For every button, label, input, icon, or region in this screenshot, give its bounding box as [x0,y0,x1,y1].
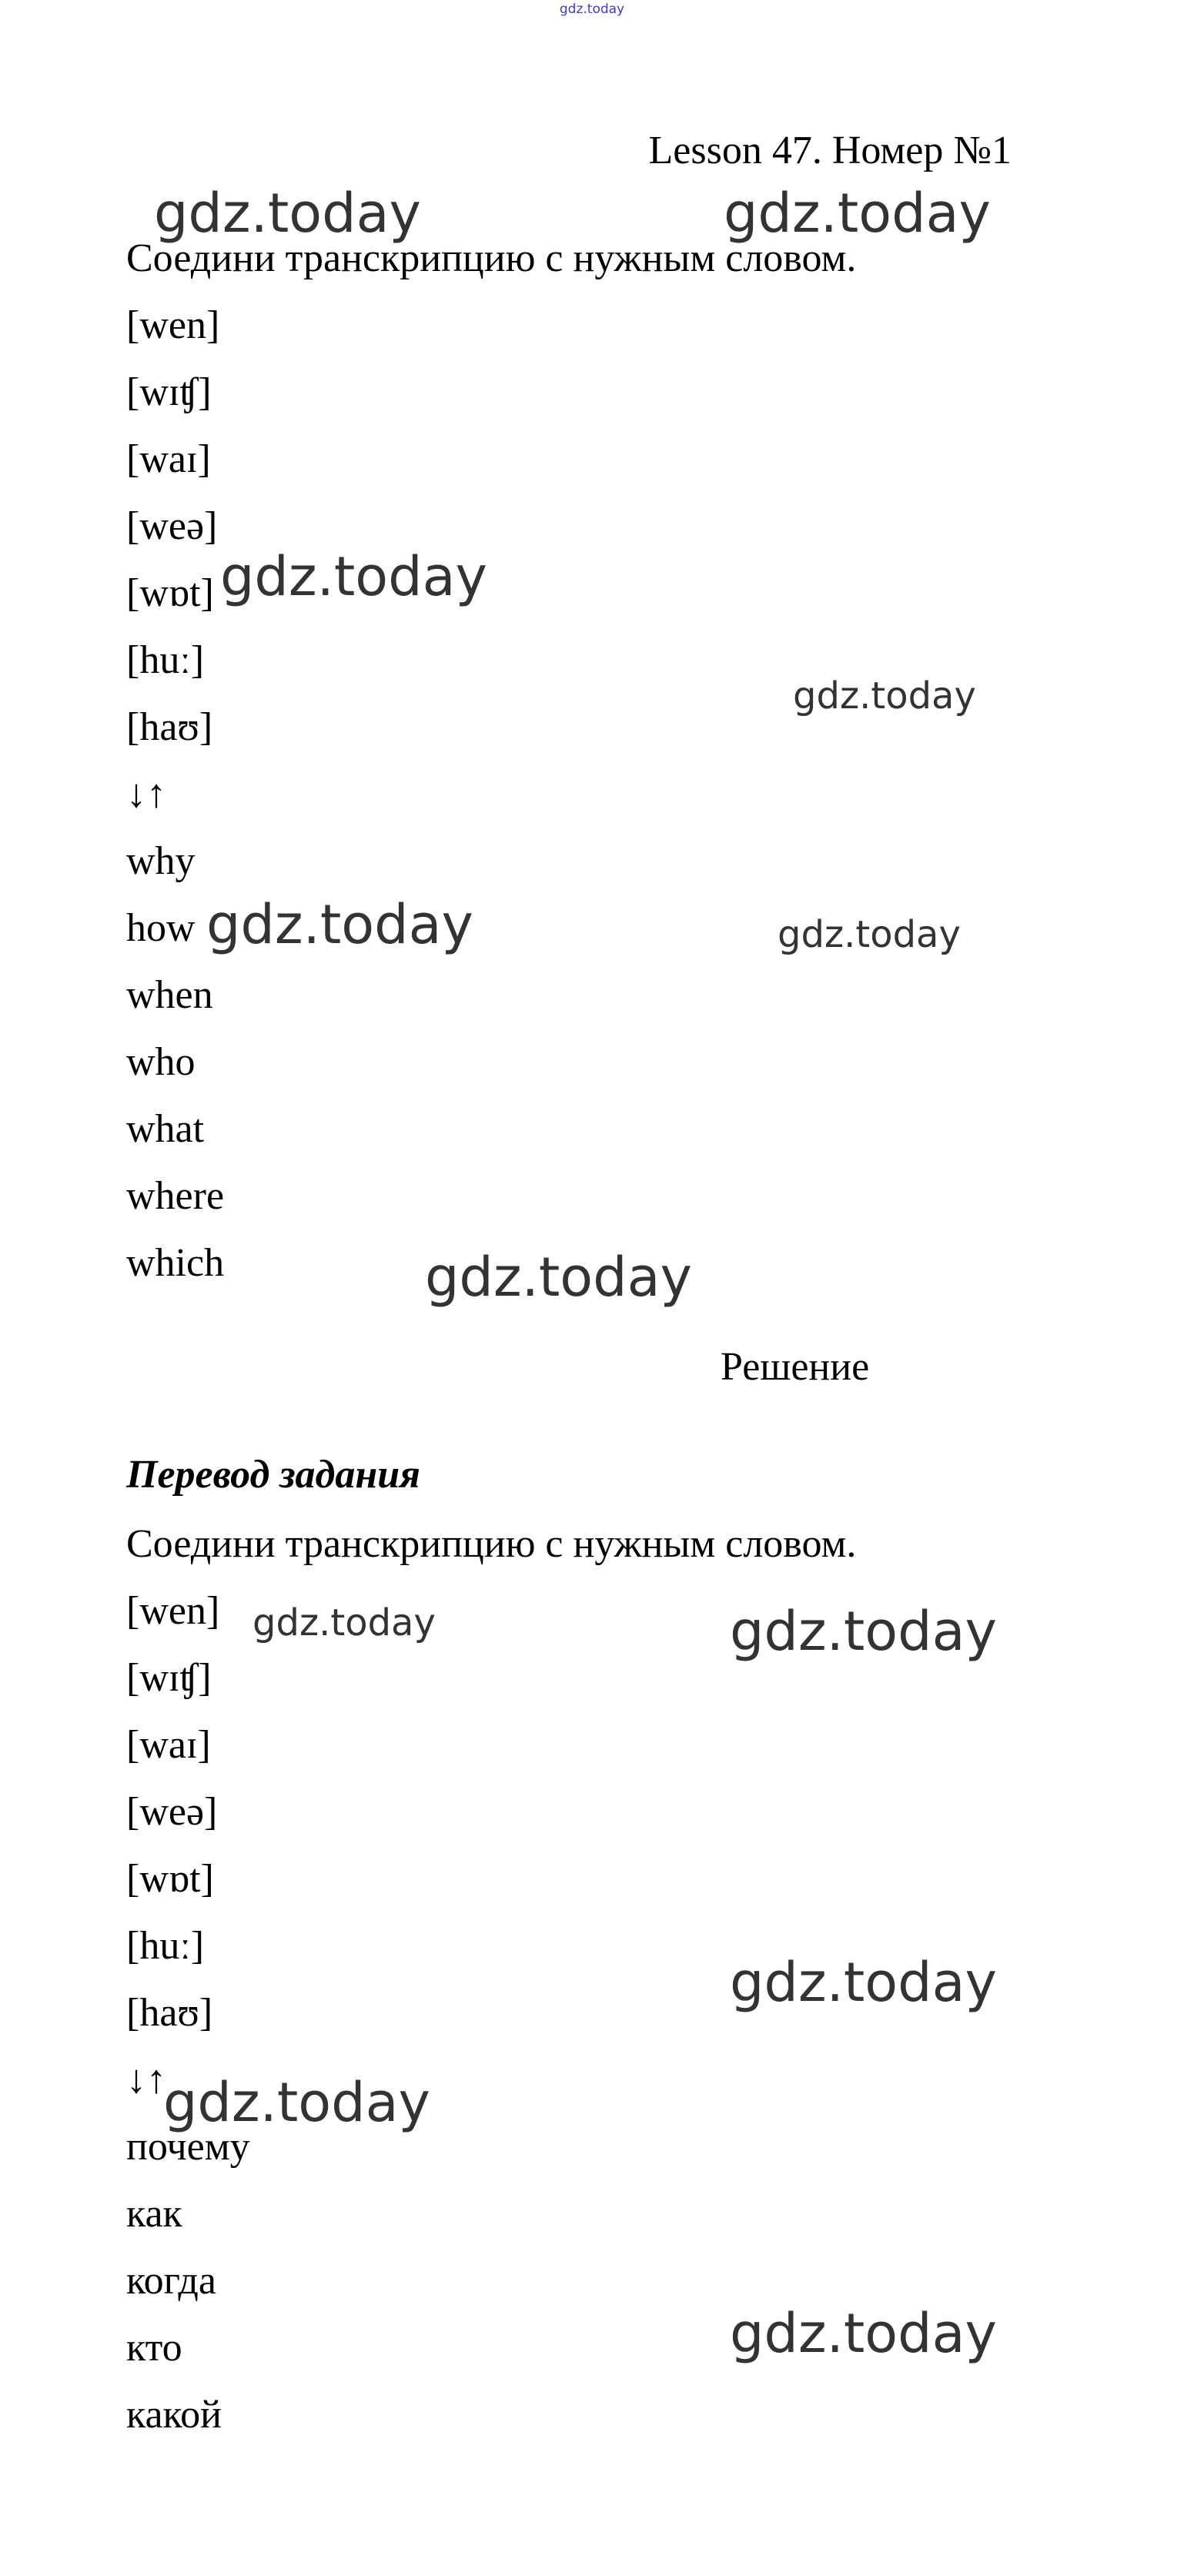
translation-instruction: Соедини транскрипцию с нужным словом. [126,1522,857,1566]
task-word-3: when [126,973,213,1017]
task-arrows: ↓↑ [126,772,166,816]
task-transcription-7: [haʊ] [126,705,213,749]
page-title: Lesson 47. Номер №1 [648,129,1012,172]
translation-transcription-2: [wɪʧ] [126,1656,212,1700]
translation-word-2: как [126,2192,182,2236]
translation-transcription-5: [wɒt] [126,1857,214,1901]
watermark: gdz.today [730,1951,997,2014]
translation-transcription-1: [wen] [126,1589,220,1633]
task-transcription-2: [wɪʧ] [126,370,212,414]
translation-word-1: почему [126,2125,250,2169]
watermark: gdz.today [154,182,421,245]
watermark: gdz.today [220,545,487,608]
translation-transcription-3: [waɪ] [126,1723,211,1767]
task-transcription-1: [wen] [126,303,220,347]
watermark: gdz.today [425,1246,692,1309]
watermark: gdz.today [778,913,961,956]
task-transcription-6: [huː] [126,638,205,682]
watermark: gdz.today [253,1601,436,1644]
top-watermark: gdz.today [559,2,625,17]
task-instruction: Соедини транскрипцию с нужным словом. [126,236,857,280]
watermark: gdz.today [730,2302,997,2365]
translation-word-3: когда [126,2259,216,2303]
watermark: gdz.today [163,2071,430,2134]
task-transcription-3: [waɪ] [126,437,211,481]
translation-heading: Перевод задания [126,1453,420,1497]
translation-word-4: кто [126,2326,182,2370]
translation-transcription-7: [haʊ] [126,1991,213,2035]
watermark: gdz.today [206,893,473,956]
translation-transcription-4: [weə] [126,1790,218,1834]
watermark: gdz.today [724,182,991,245]
watermark: gdz.today [793,674,976,718]
translation-word-5: какой [126,2393,222,2437]
task-word-7: which [126,1241,225,1285]
task-word-5: what [126,1107,205,1151]
task-word-1: why [126,839,196,883]
translation-arrows: ↓↑ [126,2058,166,2102]
watermark: gdz.today [730,1600,997,1663]
solution-label: Решение [721,1345,870,1389]
task-transcription-5: [wɒt] [126,571,214,615]
task-transcription-4: [weə] [126,504,218,548]
translation-transcription-6: [huː] [126,1924,205,1968]
task-word-6: where [126,1174,225,1218]
task-word-2: how [126,906,196,950]
task-word-4: who [126,1040,196,1084]
